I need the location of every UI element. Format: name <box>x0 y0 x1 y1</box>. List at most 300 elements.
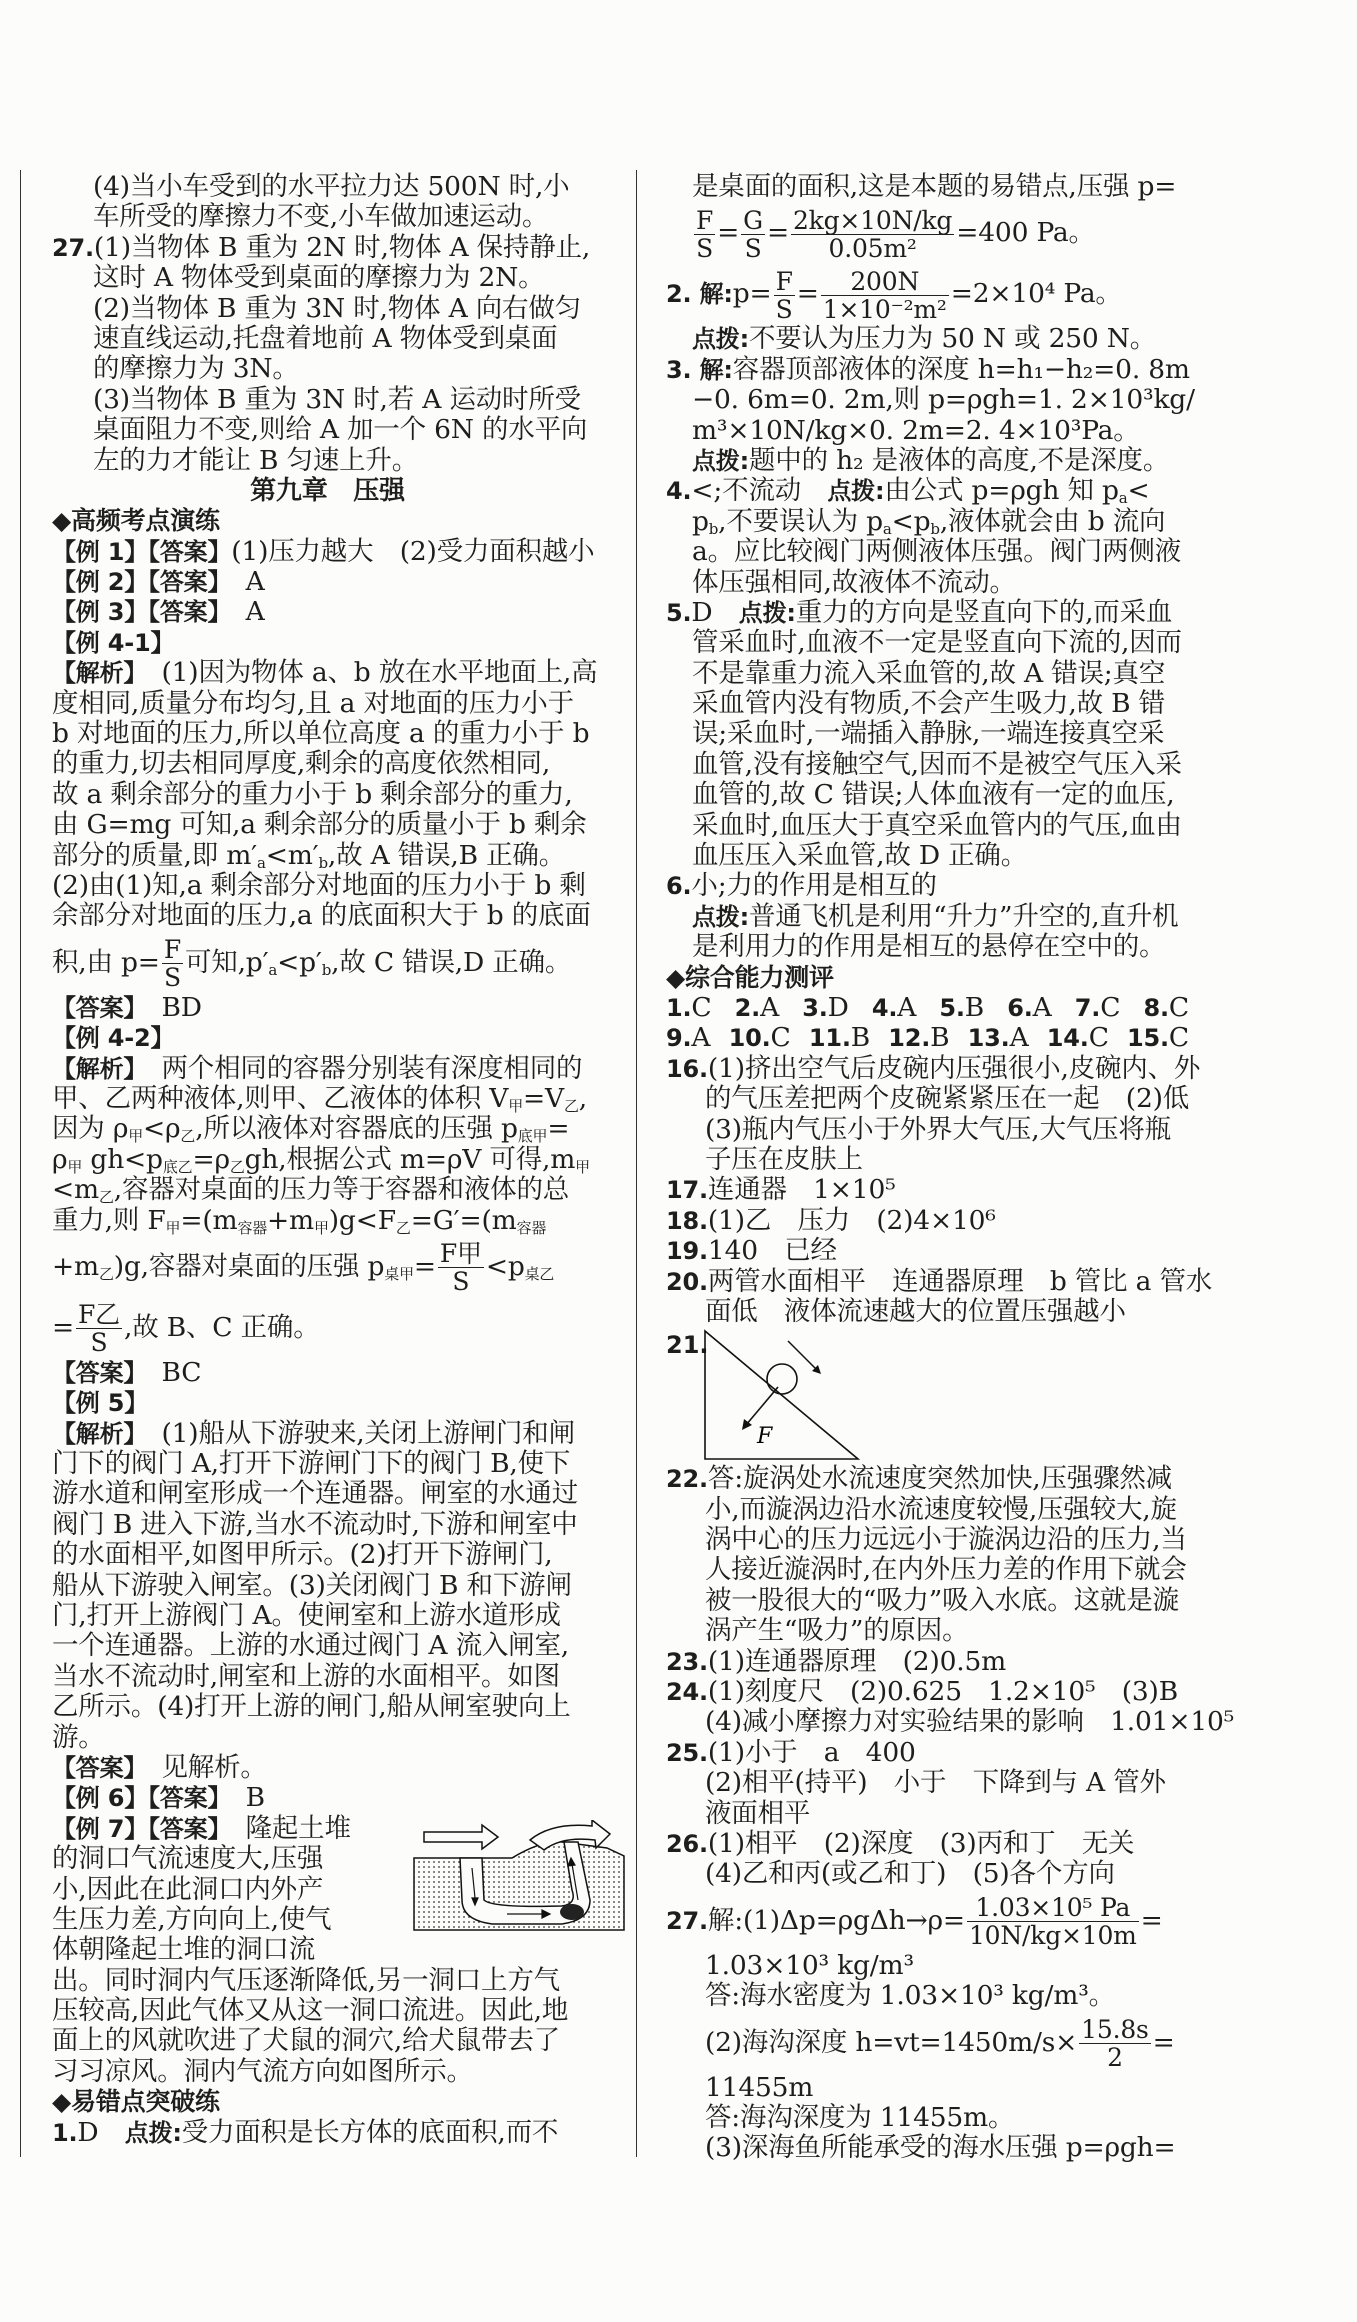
text-run: 答:海水密度为 1.03×10³ kg/m³。 <box>705 1980 1115 2012</box>
text-run: <p <box>891 505 931 537</box>
text-line <box>20 1419 636 1449</box>
text-run: ,液体就会由 b 流向 <box>939 505 1166 537</box>
text-line <box>20 2057 636 2087</box>
burrow-figure <box>412 1820 626 1932</box>
subscript: 乙 <box>180 1127 196 1146</box>
left-column <box>20 172 636 2148</box>
subscript: b <box>708 519 719 538</box>
text-run: −0. 6m=0. 2m,则 p=ρgh=1. 2×10³kg/ <box>692 384 1195 416</box>
subscript: a <box>257 853 266 872</box>
text-line <box>636 202 1236 263</box>
force-label: F <box>757 1424 773 1450</box>
text-run: 度相同,质量分布均匀,且 a 对地面的压力小于 <box>52 687 574 719</box>
text-line <box>20 1753 636 1783</box>
text-run: 体压强相同,故液体不流动。 <box>692 566 1016 598</box>
text-line <box>20 324 636 354</box>
bold-label: 27. <box>52 233 94 262</box>
text-run: <p <box>485 1250 525 1282</box>
text-run: gh,根据公式 m=ρV 可得,m <box>244 1143 576 1175</box>
text-line <box>636 355 1236 385</box>
text-run: (1)连通器原理 (2)0.5m <box>707 1645 1007 1677</box>
text-run: (4)减小摩擦力对实验结果的影响 1.01×10⁵ <box>705 1706 1235 1738</box>
bold-label: 【例 2】【答案】 <box>52 568 220 597</box>
bold-label: 25. <box>666 1738 708 1767</box>
bold-label: 24. <box>666 1678 708 1707</box>
bold-label: 12. <box>888 1024 931 1053</box>
text-run: 小,因此在此洞口内外产 <box>52 1873 324 1905</box>
text-run: C <box>1088 1022 1127 1054</box>
fraction-denominator: 1×10⁻²m² <box>822 294 947 324</box>
fraction-numerator: 15.8s <box>1081 2015 1149 2045</box>
text-run: 游水道和闸室形成一个连通器。闸室的水通过 <box>52 1478 578 1510</box>
text-run: 答:海沟深度为 11455m。 <box>705 2101 1015 2133</box>
text-line <box>636 1768 1236 1798</box>
text-run: 第九章 压强 <box>250 475 405 506</box>
text-run: 的摩擦力为 3N。 <box>93 353 299 385</box>
text-run: ◆易错点突破练 <box>52 2087 220 2117</box>
text-line <box>636 2012 1236 2073</box>
fraction-numerator: F <box>775 266 793 296</box>
text-run: C <box>1168 1022 1189 1054</box>
text-line <box>20 1297 636 1358</box>
text-run: 乙所示。(4)打开上游的闸门,船从闸室驶向上 <box>52 1691 571 1723</box>
text-run: 涡中心的压力远远小于漩涡边沿的压力,当 <box>705 1524 1187 1556</box>
bold-label: 5. <box>666 598 692 627</box>
text-run: A <box>219 596 265 628</box>
text-run: <;不流动 <box>691 475 828 507</box>
text-run: B <box>964 991 1008 1023</box>
text-line <box>20 1723 636 1753</box>
text-line <box>20 780 636 810</box>
text-run: 见解析。 <box>135 1751 267 1783</box>
text-line <box>20 1206 636 1236</box>
text-run: a。应比较阀门两侧液体压强。阀门两侧液 <box>692 536 1181 568</box>
bold-label: 【解析】 <box>52 1054 136 1083</box>
text-line <box>636 871 1236 901</box>
text-line <box>20 1996 636 2026</box>
text-run: 体朝隆起土堆的洞口流 <box>52 1934 315 1966</box>
text-line <box>20 1783 636 1813</box>
force-arrow <box>746 1387 778 1425</box>
bold-label: 22. <box>666 1465 708 1494</box>
text-run: )g,容器对桌面的压强 p <box>113 1250 385 1282</box>
text-run: 不要认为压力为 50 N 或 250 N。 <box>749 323 1157 355</box>
text-line <box>636 324 1236 354</box>
text-run: (1)挤出空气后皮碗内压强很小,皮碗内、外 <box>707 1052 1201 1084</box>
text-line <box>636 659 1236 689</box>
bold-label: 3. <box>802 993 828 1022</box>
text-line <box>20 1692 636 1722</box>
subscript: a <box>882 519 892 538</box>
bold-label: 点拨: <box>692 446 749 475</box>
text-line <box>636 1890 1236 1951</box>
bold-label: 【答案】 <box>52 993 136 1022</box>
text-run: 涡产生“吸力”的原因。 <box>705 1615 969 1647</box>
text-run: ,故 A 错误,B 正确。 <box>327 839 566 871</box>
text-run: (1)压力越大 (2)受力面积越小 <box>231 535 595 567</box>
fraction-denominator: 2 <box>1107 2043 1123 2073</box>
fraction-numerator: F <box>163 935 181 965</box>
text-line <box>636 1206 1236 1236</box>
text-run: 两管水面相平 连通器原理 b 管比 a 管水 <box>707 1265 1213 1297</box>
text-run: 是桌面的面积,这是本题的易错点,压强 p= <box>692 171 1177 202</box>
text-run: C <box>1168 991 1189 1023</box>
text-run: ,故 C 错误,D 正确。 <box>331 946 572 978</box>
text-run: 的气压差把两个皮碗紧紧压在一起 (2)低 <box>705 1083 1190 1115</box>
text-run: 余部分对地面的压力,a 的底面积大于 b 的底面 <box>52 900 591 932</box>
text-line <box>636 902 1236 932</box>
text-line <box>636 1054 1236 1084</box>
text-run: (4)乙和丙(或乙和丁) (5)各个方向 <box>705 1858 1115 1890</box>
text-line <box>636 1586 1236 1616</box>
fraction <box>162 936 183 991</box>
burrow-airflow-figure <box>412 1820 626 1932</box>
text-run: A <box>897 991 940 1023</box>
bold-label: 7. <box>1074 993 1101 1022</box>
text-line <box>636 993 1189 1023</box>
fraction-denominator: S <box>744 233 762 263</box>
bold-label: 19. <box>666 1237 708 1266</box>
subscript: 底乙 <box>162 1157 193 1176</box>
bold-label: 点拨: <box>827 477 885 506</box>
text-run: 人接近漩涡时,在内外压力差的作用下就会 <box>705 1554 1187 1586</box>
bold-label: 17. <box>666 1176 708 1205</box>
bold-label: 1. <box>666 993 692 1022</box>
text-run: A <box>1032 991 1075 1023</box>
text-line <box>636 1297 1236 1327</box>
text-run: <ρ <box>143 1113 181 1145</box>
bold-label: 【例 7】【答案】 <box>52 1814 220 1843</box>
incline-figure-item <box>636 1327 1236 1464</box>
text-line <box>20 1935 636 1965</box>
text-run: 当水不流动时,闸室和上游的水面相平。如图 <box>52 1660 560 1692</box>
text-line <box>636 1236 1236 1266</box>
text-run: 子压在皮肤上 <box>705 1143 863 1175</box>
text-line <box>20 993 636 1023</box>
text-line <box>20 901 636 931</box>
bold-label: 【例 5】 <box>52 1389 149 1418</box>
subscript: 乙 <box>98 1264 114 1283</box>
text-line <box>20 1023 636 1053</box>
text-run: 不是靠重力流入采血管的,故 A 错误;真空 <box>692 657 1166 689</box>
subscript: 甲 <box>313 1218 329 1237</box>
text-run: p= <box>732 278 772 310</box>
text-run: 连通器 1×10⁵ <box>707 1174 896 1206</box>
subscript: b <box>321 960 332 979</box>
text-run: (3)深海鱼所能承受的海水压强 p=ρgh= <box>705 2132 1176 2164</box>
text-run: 可知,p′ <box>184 946 269 978</box>
text-run: 船从下游驶入闸室。(3)关闭阀门 B 和下游闸 <box>52 1569 572 1601</box>
bold-label: 11. <box>808 1024 851 1053</box>
text-run: 习习凉风。洞内气流方向如图所示。 <box>52 2055 473 2087</box>
text-run: , <box>578 1082 587 1114</box>
text-run: =ρ <box>192 1143 230 1175</box>
ball <box>767 1364 797 1394</box>
text-line <box>20 841 636 871</box>
text-run: 门下的阀门 A,打开下游闸门下的阀门 B,使下 <box>52 1448 571 1480</box>
fraction-numerator: F乙 <box>78 1300 120 1330</box>
text-run: C <box>770 1022 809 1054</box>
text-line <box>636 172 1236 202</box>
text-line <box>20 1601 636 1631</box>
text-run: = <box>547 1113 570 1145</box>
bold-label: 14. <box>1046 1024 1089 1053</box>
text-run: 解:(1)Δp=ρgΔh→ρ= <box>707 1904 965 1936</box>
text-run: 血管的,故 C 错误;人体血液有一定的血压, <box>692 779 1175 811</box>
text-run: 车所受的摩擦力不变,小车做加速运动。 <box>93 201 549 233</box>
section-heading <box>20 506 636 536</box>
bold-label: 26. <box>666 1829 708 1858</box>
bold-label: 2. 解: <box>666 280 733 309</box>
fraction-denominator: S <box>452 1267 470 1297</box>
text-line <box>20 1388 636 1418</box>
text-line <box>20 446 636 476</box>
text-line <box>636 598 1236 628</box>
text-run: 生压力差,方向向上,使气 <box>52 1903 332 1935</box>
text-run: (1)当物体 B 重为 2N 时,物体 A 保持静止, <box>93 231 591 263</box>
bold-label: 2. <box>734 993 761 1022</box>
text-line <box>20 719 636 749</box>
text-run: +m <box>52 1250 99 1282</box>
fraction-denominator: S <box>775 294 793 324</box>
text-line <box>636 1616 1236 1646</box>
text-line <box>636 628 1236 658</box>
text-line <box>636 1859 1236 1889</box>
text-run: 是利用力的作用是相互的悬停在空中的。 <box>692 931 1166 963</box>
text-line <box>636 1738 1236 1768</box>
bold-label: 15. <box>1127 1024 1169 1053</box>
incline-force-diagram <box>702 1329 862 1463</box>
text-run: =400 Pa。 <box>956 217 1095 249</box>
fraction-numerator: 2kg×10N/kg <box>792 205 953 235</box>
subscript: 容器 <box>516 1218 547 1237</box>
bold-label: 1. <box>52 2118 78 2147</box>
text-line <box>20 1145 636 1175</box>
subscript: 底甲 <box>517 1127 548 1146</box>
text-run: = <box>52 1311 75 1343</box>
text-line <box>636 811 1236 841</box>
text-run: ,容器对桌面的压力等于容器和液体的总 <box>113 1174 570 1206</box>
text-run: (1)刻度尺 (2)0.625 1.2×10⁵ (3)B <box>707 1676 1178 1708</box>
section-heading <box>20 2087 636 2117</box>
text-line <box>20 233 636 263</box>
bold-label: 13. <box>967 1024 1010 1053</box>
text-run: 被一股很大的“吸力”吸入水底。这就是漩 <box>705 1584 1179 1616</box>
bold-label: 6. <box>666 872 692 901</box>
bold-label: 6. <box>1007 993 1033 1022</box>
subscript: 甲 <box>575 1157 590 1176</box>
subscript: 乙 <box>98 1188 114 1207</box>
fraction <box>774 268 795 323</box>
subscript: 甲 <box>67 1157 83 1176</box>
text-run: 积,由 p= <box>52 946 160 978</box>
text-run: 采血时,血压大于真空采血管内的气压,血由 <box>692 809 1182 841</box>
subscript: 甲 <box>128 1127 144 1146</box>
section-heading <box>636 963 1236 993</box>
text-line <box>20 1084 636 1114</box>
text-line <box>20 1358 636 1388</box>
bold-label: 【答案】 <box>52 1358 136 1387</box>
text-run: A <box>760 991 803 1023</box>
text-run: 隆起土堆 <box>219 1812 351 1844</box>
subscript: 桌乙 <box>524 1264 555 1283</box>
bold-label: 点拨: <box>692 902 749 931</box>
text-run: 血压压入采血管,故 D 正确。 <box>692 840 1028 872</box>
text-run: +m <box>267 1204 314 1236</box>
fraction-denominator: S <box>163 963 181 993</box>
bold-label: 点拨: <box>738 598 796 627</box>
text-run: (2)相平(持平) 小于 下降到与 A 管外 <box>705 1767 1166 1799</box>
text-run: 面低 液体流速越大的位置压强越小 <box>705 1295 1126 1327</box>
bold-label: 18. <box>666 1206 708 1235</box>
text-line <box>20 658 636 688</box>
text-line <box>636 1525 1236 1555</box>
bold-label: 4. <box>666 477 692 506</box>
text-line <box>20 2118 636 2148</box>
bold-label: 27. <box>666 1906 708 1935</box>
text-run: 的洞口气流速度大,压强 <box>52 1843 324 1875</box>
text-run: (2)当物体 B 重为 3N 时,物体 A 向右做匀 <box>93 292 581 324</box>
text-run: 的水面相平,如图甲所示。(2)打开下游闸门, <box>52 1539 553 1571</box>
text-run: = <box>796 278 819 310</box>
fraction-numerator: 200N <box>821 268 949 296</box>
text-line <box>636 1145 1236 1175</box>
text-line <box>20 172 636 202</box>
text-run: 门,打开上游阀门 A。使闸室和上游水道形成 <box>52 1600 561 1632</box>
text-run: =(m <box>180 1204 238 1236</box>
text-run: 液面相平 <box>705 1797 811 1829</box>
text-line <box>20 537 636 567</box>
text-run: D <box>77 2116 125 2148</box>
text-line <box>636 2103 1236 2133</box>
text-line <box>636 1981 1236 2011</box>
text-run: 桌面阻力不变,则给 A 加一个 6N 的水平向 <box>93 414 588 446</box>
text-run: 两个相同的容器分别装有深度相同的 <box>135 1052 583 1084</box>
bold-label: 10. <box>728 1024 771 1053</box>
text-run: 普通飞机是利用“升力”升空的,直升机 <box>749 900 1179 932</box>
text-line <box>20 871 636 901</box>
fraction-numerator: F甲 <box>439 1239 482 1269</box>
text-line <box>636 263 1236 324</box>
motion-arrow <box>788 1341 816 1369</box>
text-run: <m <box>52 1174 99 1206</box>
fraction <box>694 207 715 262</box>
text-line <box>636 1023 1189 1053</box>
text-run: 小,而漩涡边沿水流速度较慢,压强较大,旋 <box>705 1493 1177 1525</box>
text-line <box>636 1647 1236 1677</box>
text-line <box>636 507 1236 537</box>
bold-label: 3. 解: <box>666 355 733 384</box>
text-line <box>636 1677 1236 1707</box>
text-run: (1)船从下游驶来,关闭上游闸门和闸 <box>135 1417 575 1449</box>
text-line <box>20 1114 636 1144</box>
text-line <box>636 689 1236 719</box>
text-run: B <box>219 1782 265 1814</box>
text-run: (2)由(1)知,a 剩余部分对地面的压力小于 b 剩 <box>52 869 586 901</box>
subscript: b <box>318 853 328 872</box>
text-run: 答:旋涡处水流速度突然加快,压强骤然减 <box>707 1463 1172 1495</box>
text-run: 血管,没有接触空气,因而不是被空气压入采 <box>692 748 1182 780</box>
fraction-denominator: S <box>90 1328 108 1358</box>
text-run: = <box>766 217 789 249</box>
text-line <box>636 1267 1236 1297</box>
text-run: 因为 ρ <box>52 1113 129 1145</box>
text-run: D <box>827 991 872 1023</box>
subscript: 乙 <box>395 1218 411 1237</box>
text-run: 受力面积是长方体的底面积,而不 <box>181 2116 559 2148</box>
text-run: = <box>1140 1904 1163 1936</box>
text-line <box>636 1799 1236 1829</box>
text-run: 阀门 B 进入下游,当水不流动时,下游和闸室中 <box>52 1508 578 1540</box>
subscript: 乙 <box>563 1096 579 1115</box>
text-line <box>20 567 636 597</box>
text-line <box>636 2133 1236 2163</box>
fraction <box>791 207 954 262</box>
text-run: 重力的方向是竖直向下的,而采血 <box>795 596 1173 628</box>
text-run: 速直线运动,托盘着地前 A 物体受到桌面 <box>93 322 558 354</box>
text-line <box>20 597 636 627</box>
text-run: 左的力才能让 B 匀速上升。 <box>93 444 419 476</box>
fraction-denominator: 10N/kg×10m <box>968 1921 1137 1951</box>
text-run: <p′ <box>277 946 322 978</box>
text-line <box>20 810 636 840</box>
bold-label: 【例 4-2】 <box>52 1024 175 1053</box>
text-run: BD <box>135 991 202 1023</box>
fraction <box>821 268 949 323</box>
bold-label: 【答案】 <box>52 1753 136 1782</box>
text-run: 题中的 h₂ 是液体的高度,不是深度。 <box>749 444 1170 476</box>
text-line <box>636 1829 1236 1859</box>
bold-label: 点拨: <box>124 2118 182 2147</box>
text-run: (3)当物体 B 重为 3N 时,若 A 运动时所受 <box>93 383 581 415</box>
subscript: a <box>268 960 278 979</box>
text-run: 采血管内没有物质,不会产生吸力,故 B 错 <box>692 688 1165 720</box>
text-line <box>20 1054 636 1084</box>
text-line <box>20 1510 636 1540</box>
text-run: )g<F <box>328 1204 396 1236</box>
bold-label: 点拨: <box>692 325 749 354</box>
text-line <box>636 537 1236 567</box>
text-run: B <box>930 1022 968 1054</box>
text-run: 故 a 剩余部分的重力小于 b 剩余部分的重力, <box>52 778 573 810</box>
right-column <box>636 172 1236 2164</box>
text-run: BC <box>135 1356 202 1388</box>
text-run: (3)瓶内气压小于外界大气压,大气压将瓶 <box>705 1113 1171 1145</box>
text-line <box>636 568 1236 598</box>
fraction <box>438 1240 484 1295</box>
text-line <box>20 932 636 993</box>
text-run: B <box>850 1022 889 1054</box>
fraction <box>76 1301 122 1356</box>
text-line <box>20 689 636 719</box>
text-run: = <box>717 217 740 249</box>
text-run: 的重力,切去相同厚度,剩余的高度依然相同, <box>52 748 551 780</box>
text-line <box>636 932 1236 962</box>
text-line <box>20 1449 636 1479</box>
text-run: p <box>692 505 709 537</box>
fraction <box>741 207 765 262</box>
text-run: ◆综合能力测评 <box>666 962 834 992</box>
subscript: a <box>1118 489 1128 508</box>
text-run: 部分的质量,即 m′ <box>52 839 257 871</box>
text-line <box>20 354 636 384</box>
fraction <box>967 1894 1139 1949</box>
text-run: <m′ <box>265 839 319 871</box>
bold-label: 【例 6】【答案】 <box>52 1784 220 1813</box>
text-run: = <box>413 1250 436 1282</box>
text-line <box>636 1495 1236 1525</box>
text-line <box>636 416 1236 446</box>
